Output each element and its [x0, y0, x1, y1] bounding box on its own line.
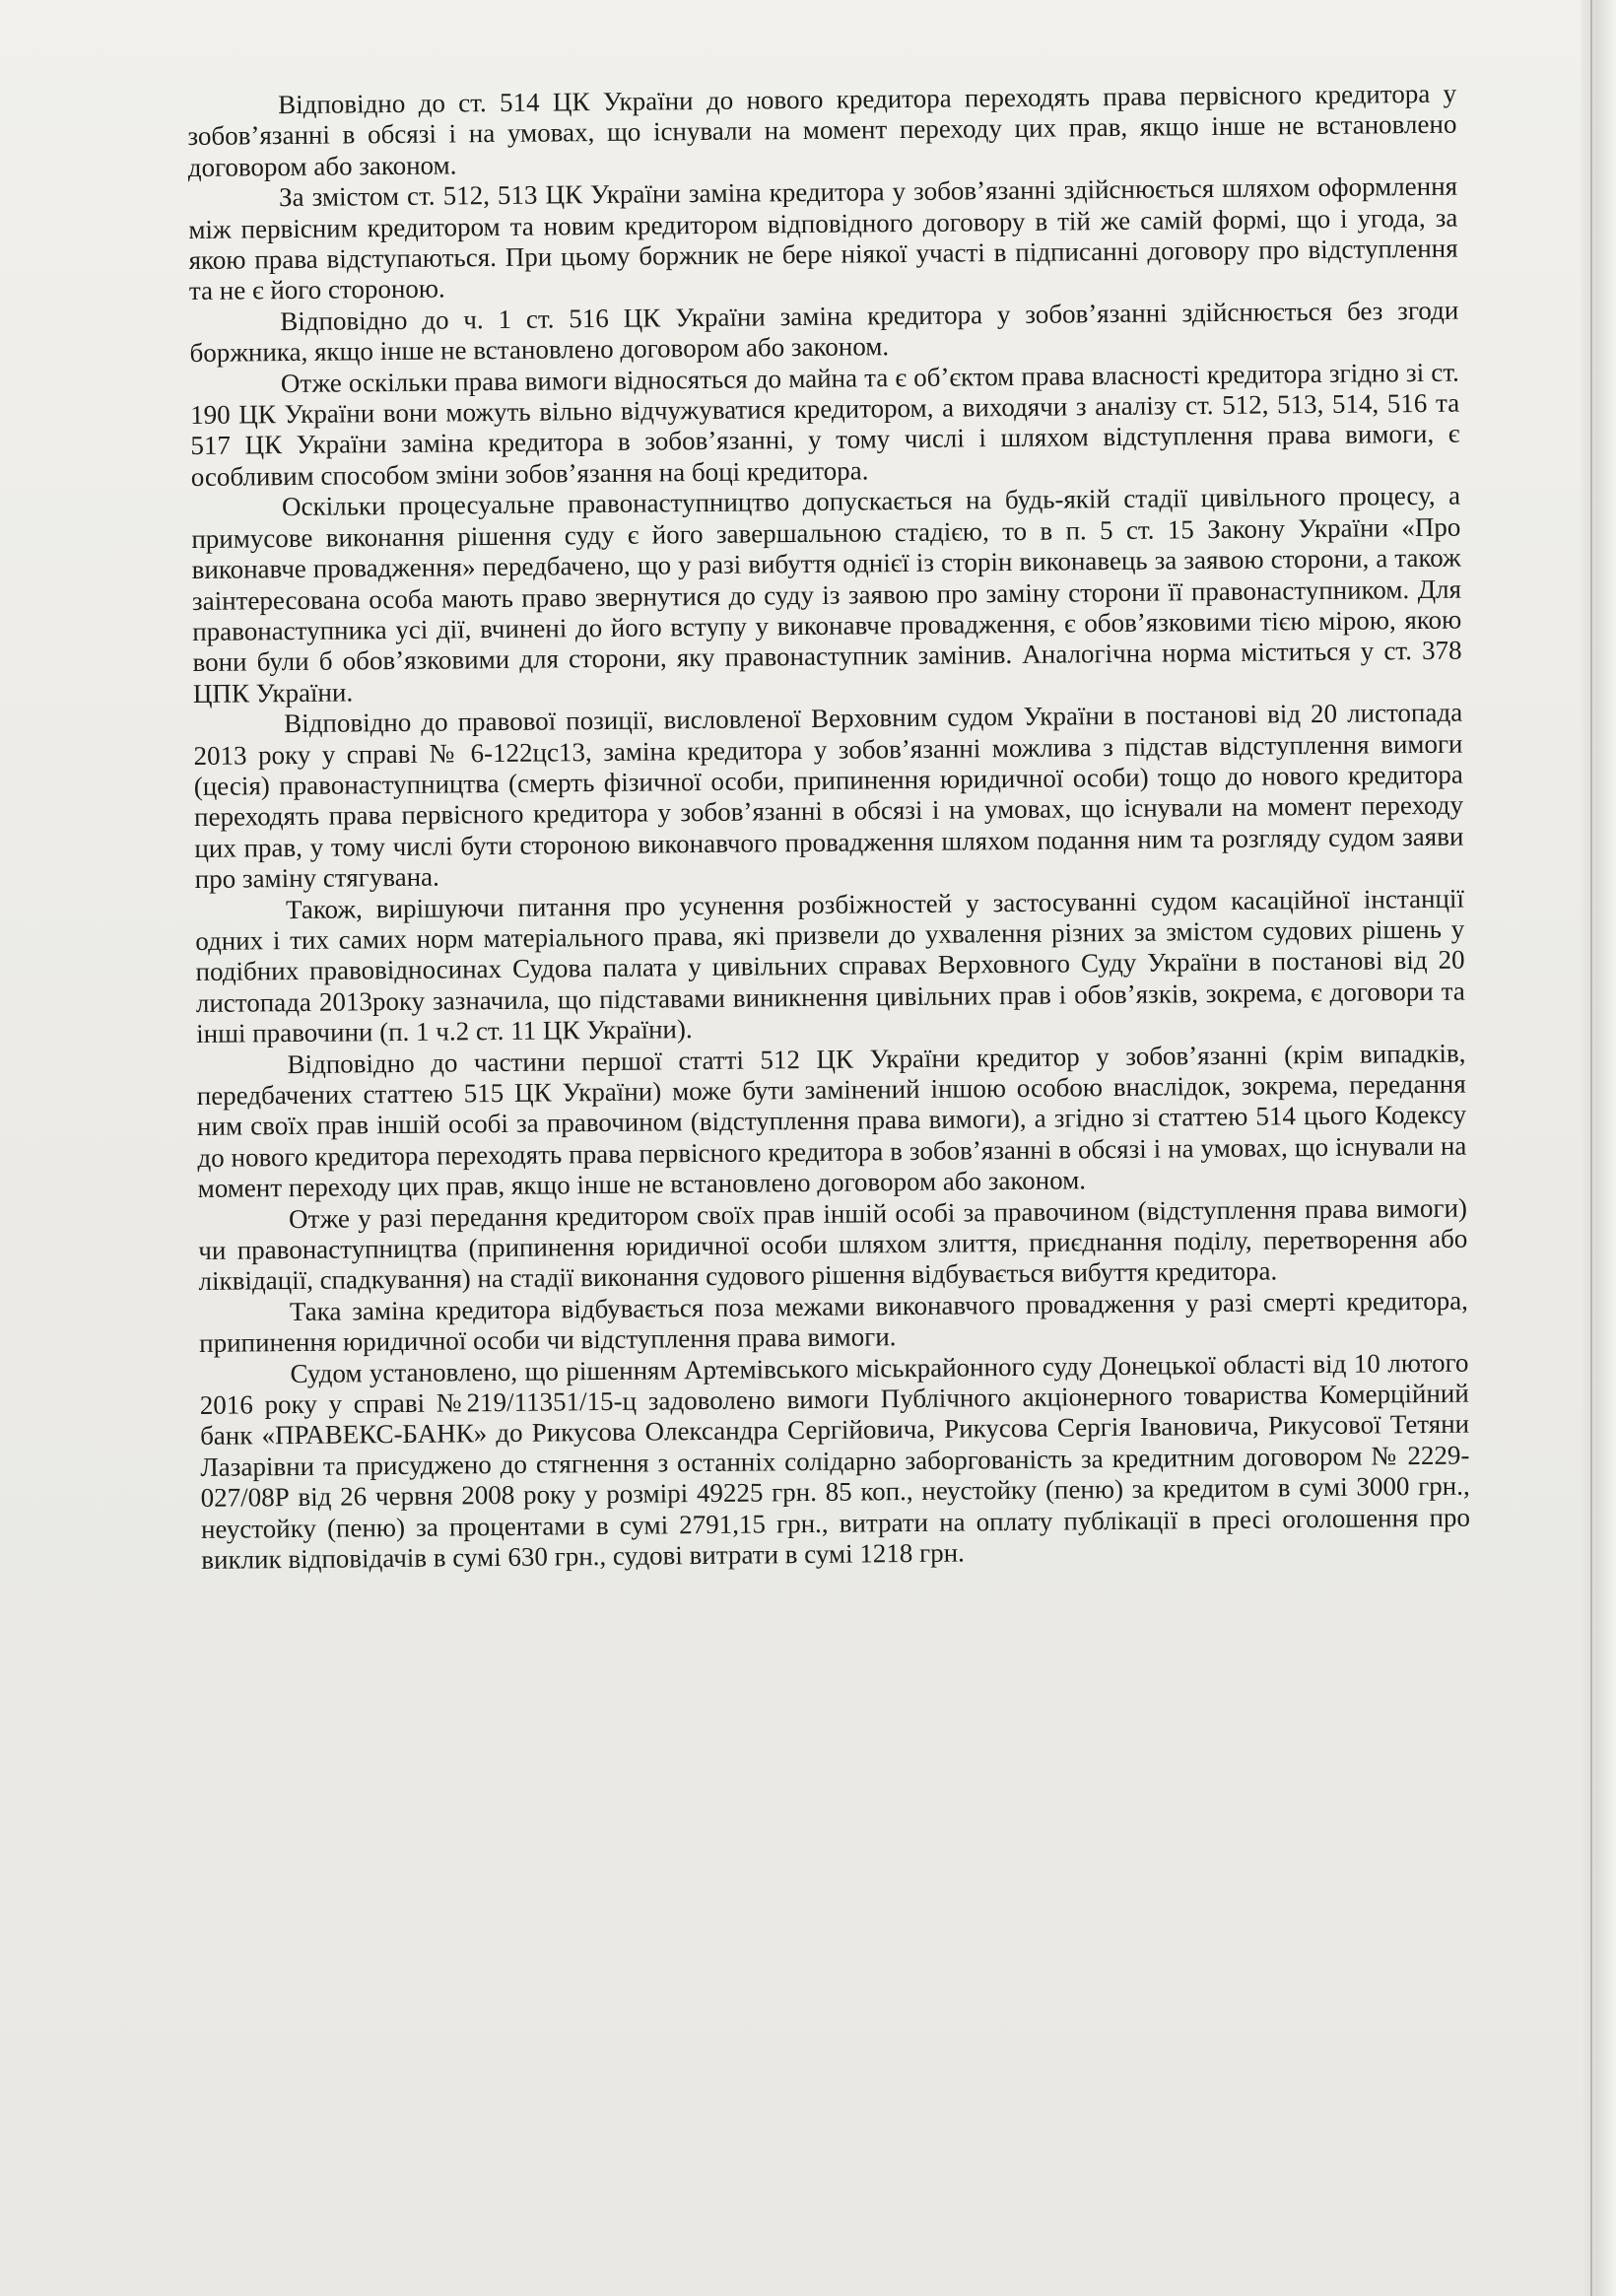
- page-edge-line: [1590, 0, 1592, 2296]
- page-edge-shadow: [1581, 0, 1616, 2296]
- document-body: [187, 79, 1470, 1577]
- paragraph-supreme-court-position: Відповідно до правової позиції, висловленої Верховним судом України в постанові від 20 листопада 2013 року у справі № 6-122цс13, заміна кредитора у зобов’язанні можлива з підстав відступлення вимоги (цесія) правонаступництва (смерть фізичної особи, припинення юридичної особи) тощо до нового кредитора переходять права первісного кредитора у зобов’язанні в обсязі і на умовах, що існували на момент переходу цих прав, у тому числі бути стороною виконавчого провадження шляхом подання ним та розгляду судом заяви про заміну стягувана.: [193, 697, 1464, 895]
- paragraph-court-established: Судом установлено, що рішенням Артемівського міськрайонного суду Донецької області від 10 лютого 2016 року у справі №219/11351/15-ц задоволено вимоги Публічного акціонерного товариства Комерційний банк «ПРАВЕКС-БАНК» до Рикусова Олександра Сергійовича, Рикусова Сергія Івановича, Рикусової Тетяни Лазарівни та присуджено до стягнення з останніх солідарно заборгованість за кредитним договором № 2229-027/08Р від 26 червня 2008 року у розмірі 49225 грн. 85 коп., неустойку (пеню) за кредитом в сумі 3000 грн., неустойку (пеню) за процентами в сумі 2791,15 грн., витрати на оплату публікації в пресі оголошення про виклик відповідачів в сумі 630 грн., судові витрати в сумі 1218 грн.: [199, 1347, 1471, 1576]
- paragraph-art-514: Відповідно до ст. 514 ЦК України до нового кредитора переходять права первісного кредитора у зобов’язанні в обсязі і на умовах, що існували на момент переходу цих прав, якщо інше не встановлено договором або законом.: [187, 78, 1457, 182]
- paragraph-discrepancy-resolution: Також, вирішуючи питання про усунення розбіжностей у застосуванні судом касаційної інстанції одних і тих самих норм матеріального права, які призвели до ухвалення різних за змістом судових рішень у подібних правовідносинах Судова палата у цивільних справах Верховного Суду України в постанові від 20 листопада 2013року зазначила, що підставами виникнення цивільних прав і обов’язків, зокрема, є договори та інші правочини (п. 1 ч.2 ст. 11 ЦК України).: [195, 883, 1465, 1049]
- paragraph-art-512-part-one: Відповідно до частини першої статті 512 ЦК України кредитор у зобов’язанні (крім випадків, передбачених статтею 515 ЦК України) може бути замінений іншою особою внаслідок, зокрема, передання ним своїх прав іншій особі за правочином (відступлення права вимоги), а згідно зі статтею 514 цього Кодексу до нового кредитора переходять права первісного кредитора в зобов’язанні в обсязі і на умовах, що існували на момент переходу цих прав, якщо інше не встановлено договором або законом.: [196, 1038, 1467, 1204]
- paragraph-creditor-withdrawal: Отже у разі передання кредитором своїх прав іншій особі за правочином (відступлення права вимоги) чи правонаступництва (припинення юридичної особи шляхом злиття, приєднання поділу, перетворення або ліквідації, спадкування) на стадії виконання судового рішення відбувається вибуття кредитора.: [198, 1192, 1468, 1297]
- paragraph-art-516: Відповідно до ч. 1 ст. 516 ЦК України заміна кредитора у зобов’язанні здійснюється без згоди боржника, якщо інше не встановлено договором або законом.: [189, 295, 1459, 369]
- paragraph-property-rights: Отже оскільки права вимоги відносяться до майна та є об’єктом права власності кредитора згідно зі ст. 190 ЦК України вони можуть вільно відчужуватися кредитором, а виходячи з аналізу ст. 512, 513, 514, 516 та 517 ЦК України заміна кредитора в зобов’язанні, у тому числі і шляхом відступлення права вимоги, є особливим способом зміни зобов’язання на боці кредитора.: [190, 357, 1460, 492]
- paragraph-art-512-513: За змістом ст. 512, 513 ЦК України заміна кредитора у зобов’язанні здійснюється шляхом оформлення між первісним кредитором та новим кредитором відповідного договору в тій же самій формі, що і угода, за якою права відступаються. При цьому боржник не бере ніякої участі в підписанні договору про відступлення та не є його стороною.: [188, 170, 1458, 306]
- paragraph-replacement-outside: Така заміна кредитора відбувається поза межами виконавчого провадження у разі смерті кредитора, припинення юридичної особи чи відступлення права вимоги.: [199, 1285, 1468, 1359]
- paragraph-procedural-succession: Оскільки процесуальне правонаступництво допускається на будь-якій стадії цивільного процесу, а примусове виконання рішення суду є його завершальною стадією, то в п. 5 ст. 15 Закону України «Про виконавче провадження» передбачено, що у разі вибуття однієї із сторін виконавець за заявою сторони, а також заінтересована особа мають право звернутися до суду із заявою про заміну сторони її правонаступником. Для правонаступника усі дії, вчинені до його вступу у виконавче провадження, є обов’язковими тією мірою, якою вони були б обов’язковими для сторони, яку правонаступник замінив. Аналогічна норма міститься у ст. 378 ЦПК України.: [191, 480, 1462, 709]
